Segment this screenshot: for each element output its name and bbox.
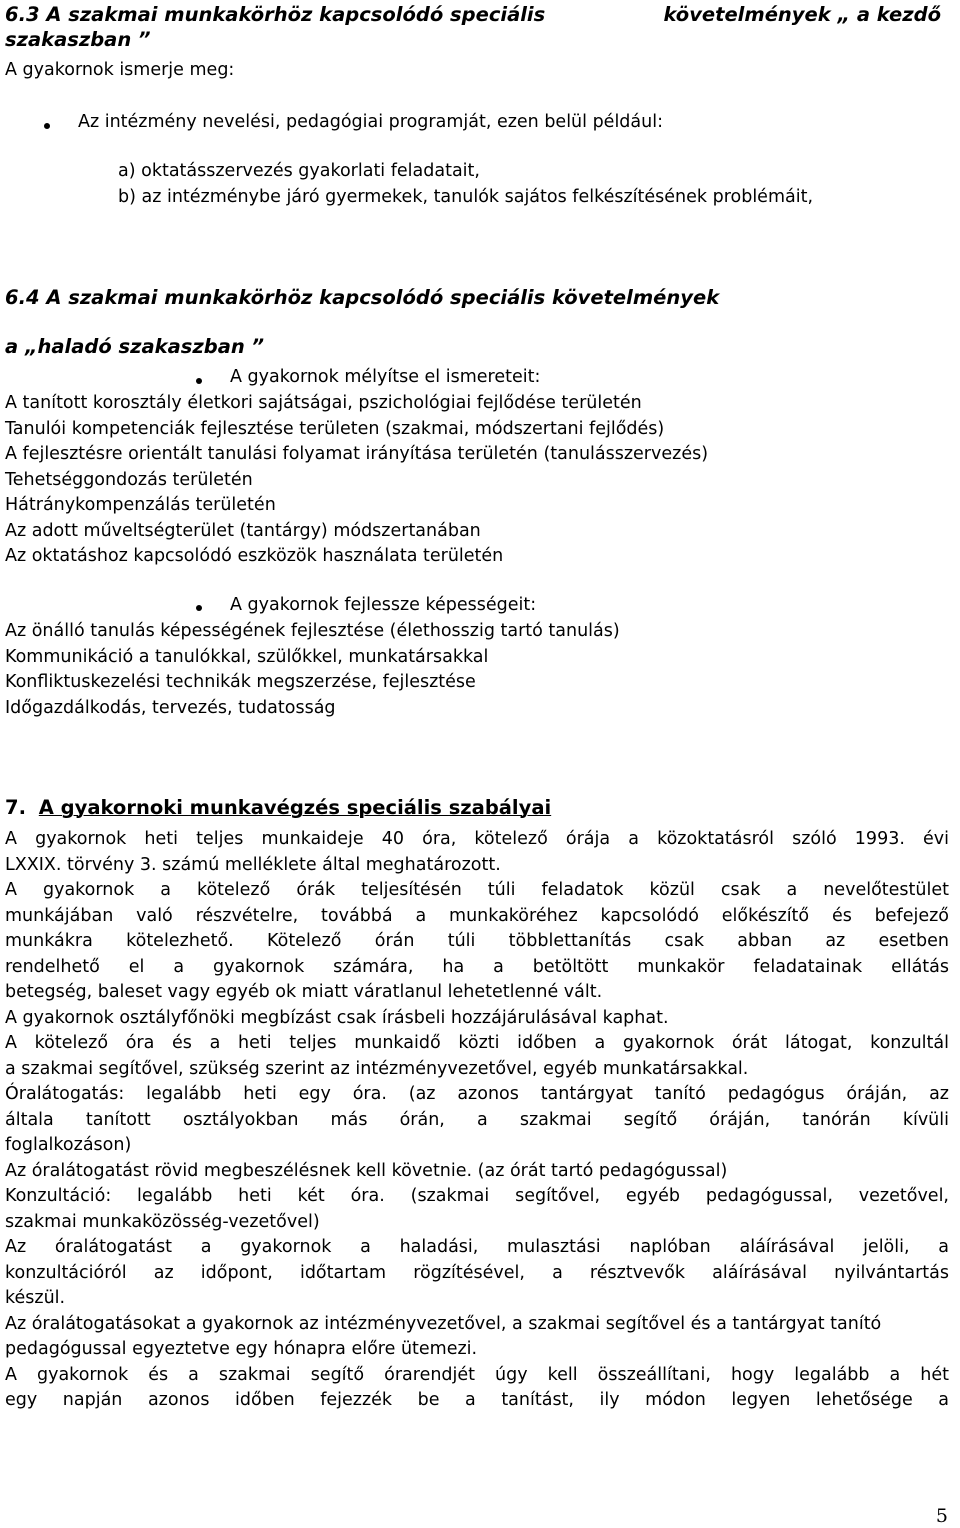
paragraph-line: A gyakornok osztályfőnöki megbízást csak írásbeli hozzájárulásával kaphat. <box>5 1007 669 1028</box>
list-item: Az adott műveltségterület (tantárgy) módszertanában <box>5 520 481 541</box>
section-6-4-list-1 <box>5 391 949 570</box>
bullet-icon <box>44 123 50 129</box>
list-item: A tanított korosztály életkori sajátságai, pszichológiai fejlődése területén <box>5 393 642 413</box>
bullet-icon <box>196 378 202 384</box>
section-6-3-heading-line2: szakaszban ” <box>5 28 151 51</box>
paragraph-line: pedagógussal egyeztetve egy hónapra előre ütemezi. <box>5 1339 478 1359</box>
section-6-3-item: b) az intézménybe járó gyermekek, tanulók sajátos felkészítésének problémáit, <box>118 187 814 207</box>
list-item: Az önálló tanulás képességének fejlesztése (élethosszig tartó tanulás) <box>5 621 620 641</box>
paragraph-line: Az óralátogatást rövid megbeszélésnek kell követnie. (az órát tartó pedagógussal) <box>5 1160 728 1181</box>
list-item: Kommunikáció a tanulókkal, szülőkkel, munkatársakkal <box>5 646 489 667</box>
section-7-title: A gyakornoki munkavégzés speciális szabályai <box>38 796 552 819</box>
section-6-3-intro: A gyakornok ismerje meg: <box>5 60 235 80</box>
paragraph-line: A gyakornok a kötelező órák teljesítésén túli feladatok közül csak a nevelőtestület <box>5 880 949 900</box>
paragraph-line: Az óralátogatást a gyakornok a haladási, mulasztási naplóban aláírásával jelöli, a <box>5 1237 949 1257</box>
paragraph-line: Az óralátogatásokat a gyakornok az intézményvezetővel, a szakmai segítővel és a tantárgyat tanító <box>5 1313 882 1334</box>
section-6-3-heading <box>5 2 949 27</box>
section-6-3-heading-right: követelmények „ a kezdő <box>663 3 941 26</box>
paragraph-line: betegség, baleset vagy egyéb ok miatt váratlanul lehetetlenné vált. <box>5 982 603 1002</box>
paragraph-line: munkákra kötelezhető. Kötelező órán túli többlettanítás csak abban az esetben <box>5 931 949 951</box>
paragraph-line: A kötelező óra és a heti teljes munkaidő közti időben a gyakornok órát látogat, konzultál <box>5 1033 949 1053</box>
section-7-heading <box>5 795 949 820</box>
bullet-icon <box>196 605 202 611</box>
section-6-4-list-2 <box>5 619 949 721</box>
section-6-3-heading-left: 6.3 A szakmai munkakörhöz kapcsolódó speciális <box>5 3 546 26</box>
paragraph-line: Konzultáció: legalább heti két óra. (szakmai segítővel, egyéb pedagógussal, vezetővel, <box>5 1186 949 1206</box>
list-item: A fejlesztésre orientált tanulási folyamat irányítása területén (tanulásszervezés) <box>5 444 709 464</box>
paragraph-line: rendelhető el a gyakornok számára, ha a betöltött munkakör feladatainak ellátás <box>5 956 949 977</box>
section-6-4-bullet-2: A gyakornok fejlessze képességeit: <box>230 595 537 615</box>
list-item: Hátránykompenzálás területén <box>5 495 276 515</box>
paragraph-line: LXXIX. törvény 3. számú melléklete által meghatározott. <box>5 854 501 875</box>
list-item: Tanulói kompetenciák fejlesztése területen (szakmai, módszertani fejlődés) <box>5 418 665 439</box>
section-6-4-heading-line2: a „haladó szakaszban ” <box>5 335 265 358</box>
section-6-4-bullet-1: A gyakornok mélyítse el ismereteit: <box>230 367 541 387</box>
paragraph-line: egy napján azonos időben fejezzék be a tanítást, ily módon legyen lehetősége a <box>5 1390 949 1410</box>
list-item: Időgazdálkodás, tervezés, tudatosság <box>5 697 336 718</box>
list-item: Az oktatáshoz kapcsolódó eszközök használata területén <box>5 546 504 566</box>
paragraph-line: munkájában való részvételre, továbbá a munkaköréhez kapcsolódó előkészítő és befejező <box>5 905 949 926</box>
paragraph-line: a szakmai segítővel, szükség szerint az intézményvezetővel, egyéb munkatársakkal. <box>5 1058 749 1079</box>
list-item: Konfliktuskezelési technikák megszerzése, fejlesztése <box>5 672 476 692</box>
section-7-number: 7. <box>5 796 26 819</box>
paragraph-line: készül. <box>5 1288 66 1308</box>
section-6-3-item: a) oktatásszervezés gyakorlati feladatait, <box>118 161 480 181</box>
paragraph-line: szakmai munkaközösség-vezetővel) <box>5 1211 320 1232</box>
paragraph-line: foglalkozáson) <box>5 1135 132 1155</box>
section-7-body <box>5 827 949 1414</box>
paragraph-line: A gyakornok heti teljes munkaideje 40 óra, kötelező órája a közoktatásról szóló 1993. évi <box>5 829 949 849</box>
section-6-3-bullet: Az intézmény nevelési, pedagógiai programját, ezen belül például: <box>78 112 663 132</box>
page-number: 5 <box>935 1505 948 1527</box>
paragraph-line: Óralátogatás: legalább heti egy óra. (az azonos tantárgyat tanító pedagógus óráján, az <box>5 1084 949 1104</box>
list-item: Tehetséggondozás területén <box>5 469 253 490</box>
paragraph-line: A gyakornok és a szakmai segítő órarendjét úgy kell összeállítani, hogy legalább a hét <box>5 1364 949 1385</box>
paragraph-line: általa tanított osztályokban más órán, a szakmai segítő óráján, tanórán kívüli <box>5 1109 949 1130</box>
paragraph-line: konzultációról az időpont, időtartam rögzítésével, a résztvevők aláírásával nyilvántartás <box>5 1262 949 1283</box>
section-6-4-heading: 6.4 A szakmai munkakörhöz kapcsolódó speciális követelmények <box>5 286 720 309</box>
